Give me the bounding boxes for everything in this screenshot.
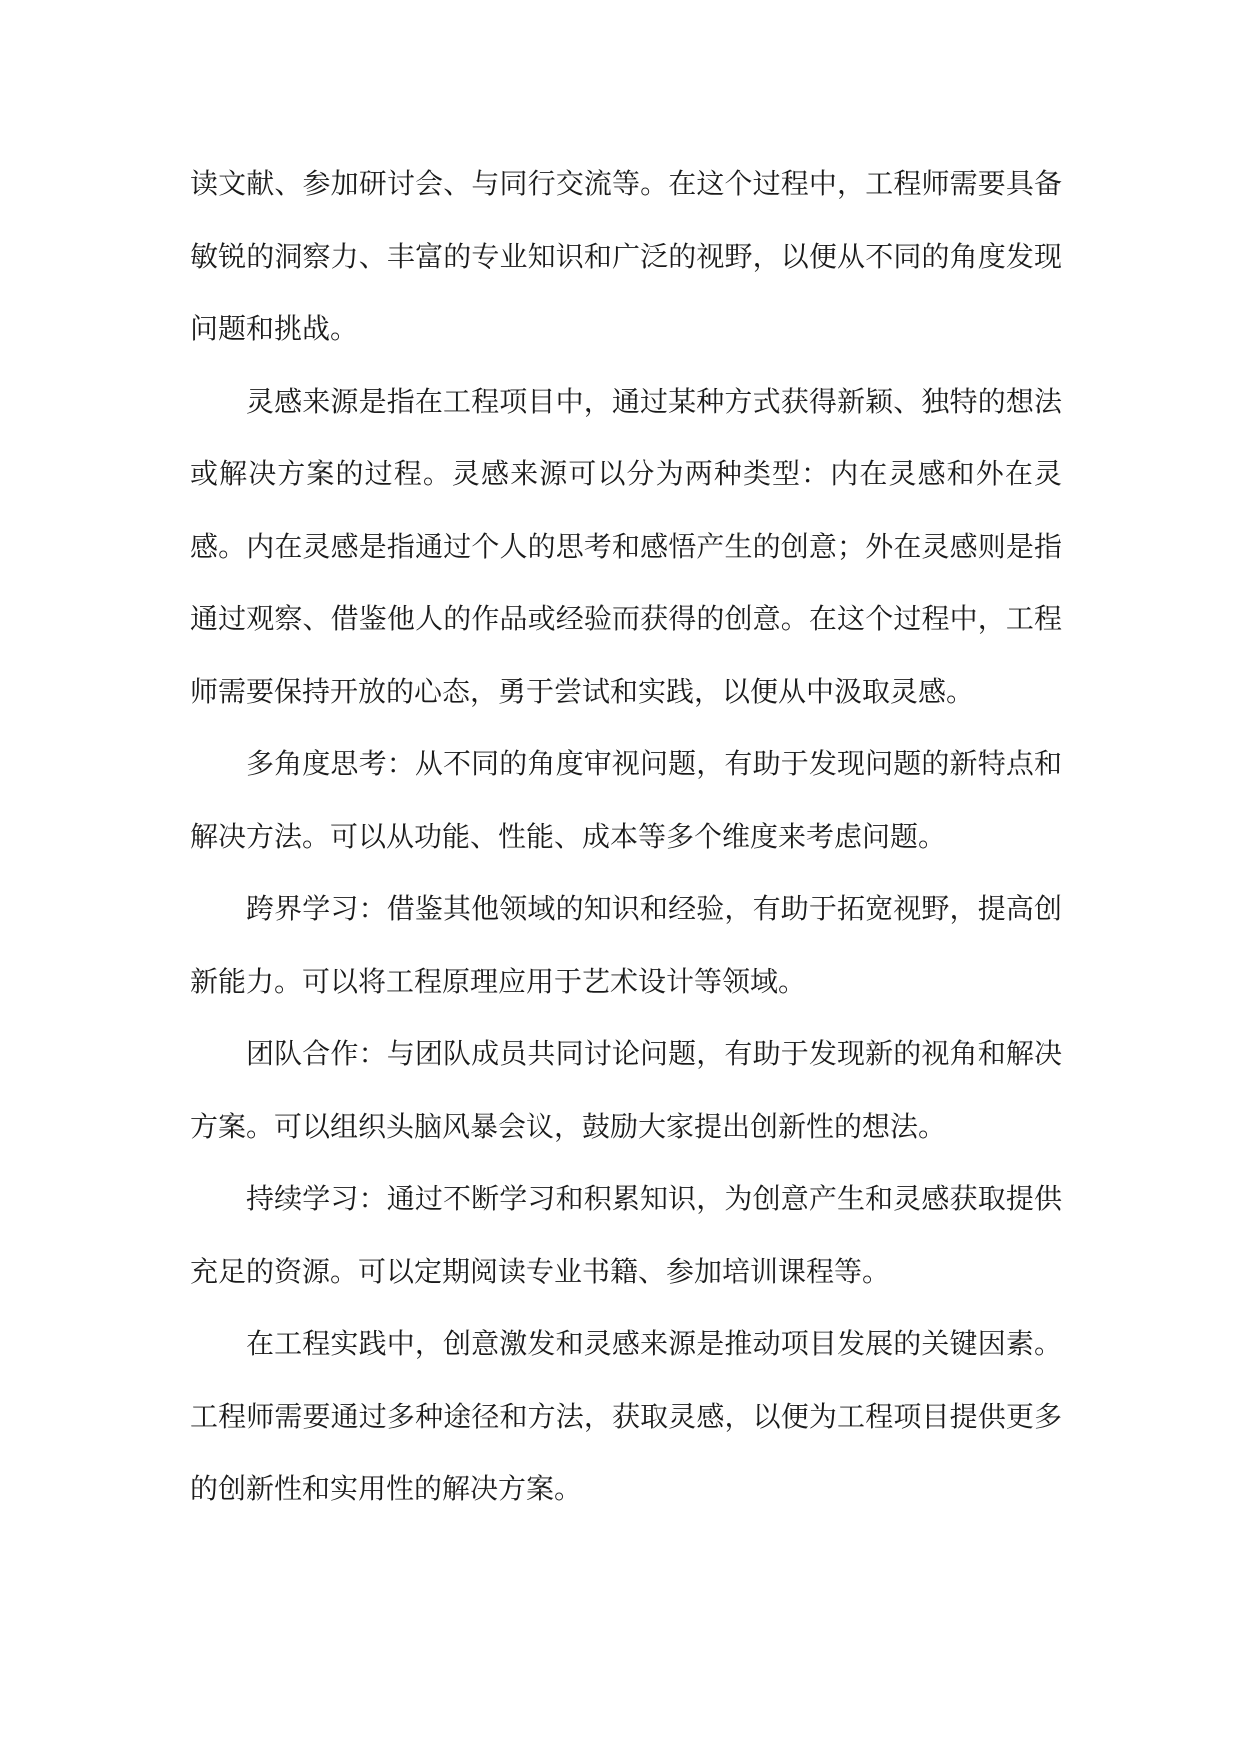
paragraph-conclusion: 在工程实践中，创意激发和灵感来源是推动项目发展的关键因素。工程师需要通过多种途径和方法，获取灵感，以便为工程项目提供更多的创新性和实用性的解决方案。: [190, 1327, 1062, 1505]
paragraph-teamwork: 团队合作：与团队成员共同讨论问题，有助于发现新的视角和解决方案。可以组织头脑风暴会议，鼓励大家提出创新性的想法。: [190, 1037, 1062, 1143]
paragraph-continued: 读文献、参加研讨会、与同行交流等。在这个过程中，工程师需要具备敏锐的洞察力、丰富的专业知识和广泛的视野，以便从不同的角度发现问题和挑战。: [190, 167, 1062, 345]
paragraph-cross-domain-learning: 跨界学习：借鉴其他领域的知识和经验，有助于拓宽视野，提高创新能力。可以将工程原理应用于艺术设计等领域。: [190, 892, 1062, 998]
paragraph-continuous-learning: 持续学习：通过不断学习和积累知识，为创意产生和灵感获取提供充足的资源。可以定期阅读专业书籍、参加培训课程等。: [190, 1182, 1062, 1288]
body-text: [190, 148, 1062, 1526]
paragraph-multi-angle-thinking: 多角度思考：从不同的角度审视问题，有助于发现问题的新特点和解决方法。可以从功能、性能、成本等多个维度来考虑问题。: [190, 747, 1062, 853]
paragraph-inspiration-source: 灵感来源是指在工程项目中，通过某种方式获得新颖、独特的想法或解决方案的过程。灵感来源可以分为两种类型：内在灵感和外在灵感。内在灵感是指通过个人的思考和感悟产生的创意；外在灵感则是指通过观察、借鉴他人的作品或经验而获得的创意。在这个过程中，工程师需要保持开放的心态，勇于尝试和实践，以便从中汲取灵感。: [190, 384, 1062, 708]
